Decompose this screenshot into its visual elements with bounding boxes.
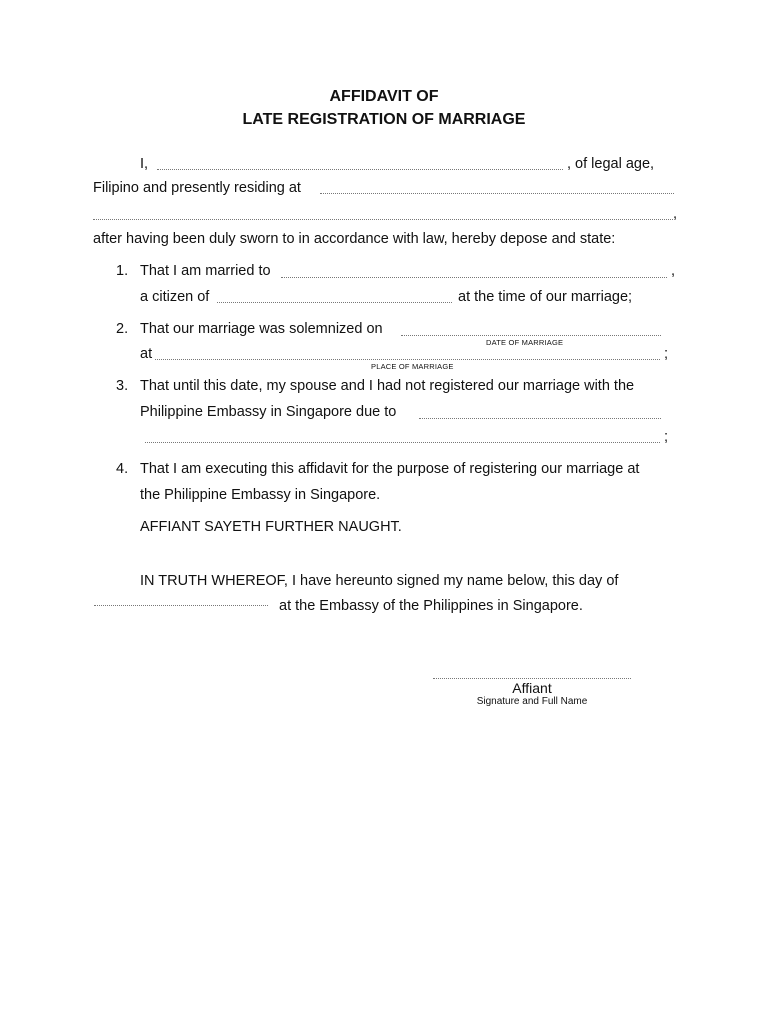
item-1-citizen: a citizen of bbox=[140, 289, 210, 305]
document-title-line1: AFFIDAVIT OF bbox=[329, 88, 439, 105]
item-3-number: 3. bbox=[116, 378, 129, 394]
affiant-sayeth: AFFIANT SAYETH FURTHER NAUGHT. bbox=[140, 519, 402, 535]
item-4-number: 4. bbox=[116, 461, 129, 477]
truth-line-2: at the Embassy of the Philippines in Singapore. bbox=[279, 598, 583, 614]
item-2-semicolon: ; bbox=[664, 346, 669, 362]
item-3-embassy: Philippine Embassy in Singapore due to bbox=[140, 404, 397, 420]
intro-i: I, bbox=[140, 156, 149, 172]
item-2-text: That our marriage was solemnized on bbox=[140, 321, 383, 337]
affiant-name-field[interactable] bbox=[157, 169, 563, 170]
date-of-marriage-caption: DATE OF MARRIAGE bbox=[486, 338, 564, 347]
reason-field-1[interactable] bbox=[419, 418, 661, 419]
item-1-time-of-marriage: at the time of our marriage; bbox=[458, 289, 633, 305]
reason-field-2[interactable] bbox=[145, 442, 660, 443]
item-3-text: That until this date, my spouse and I had not registered our marriage with the bbox=[140, 378, 635, 394]
residence-field-1[interactable] bbox=[320, 193, 674, 194]
intro-of-legal-age: , of legal age, bbox=[567, 156, 655, 172]
truth-line-1: IN TRUTH WHEREOF, I have hereunto signed my name below, this day of bbox=[140, 573, 619, 589]
place-of-marriage-caption: PLACE OF MARRIAGE bbox=[371, 362, 454, 371]
residence-field-2[interactable] bbox=[93, 219, 673, 220]
signing-date-field[interactable] bbox=[94, 605, 268, 606]
signature-field[interactable] bbox=[433, 678, 631, 679]
intro-residing: Filipino and presently residing at bbox=[93, 180, 301, 196]
affiant-label: Affiant bbox=[512, 680, 552, 696]
intro-sworn: after having been duly sworn to in accordance with law, hereby depose and state: bbox=[93, 231, 616, 247]
item-2-number: 2. bbox=[116, 321, 129, 337]
item-1-text: That I am married to bbox=[140, 263, 271, 279]
document-title-line2: LATE REGISTRATION OF MARRIAGE bbox=[242, 111, 526, 128]
marriage-place-field[interactable] bbox=[155, 359, 660, 360]
item-1-comma: , bbox=[671, 263, 676, 279]
intro-comma: , bbox=[673, 206, 678, 222]
item-1-number: 1. bbox=[116, 263, 129, 279]
item-2-at: at bbox=[140, 346, 153, 362]
signature-caption: Signature and Full Name bbox=[476, 696, 588, 707]
spouse-name-field[interactable] bbox=[281, 277, 667, 278]
marriage-date-field[interactable] bbox=[401, 335, 661, 336]
item-4-embassy: the Philippine Embassy in Singapore. bbox=[140, 487, 381, 503]
item-3-semicolon: ; bbox=[664, 429, 669, 445]
item-4-text: That I am executing this affidavit for the purpose of registering our marriage at bbox=[140, 461, 640, 477]
citizenship-field[interactable] bbox=[217, 302, 452, 303]
